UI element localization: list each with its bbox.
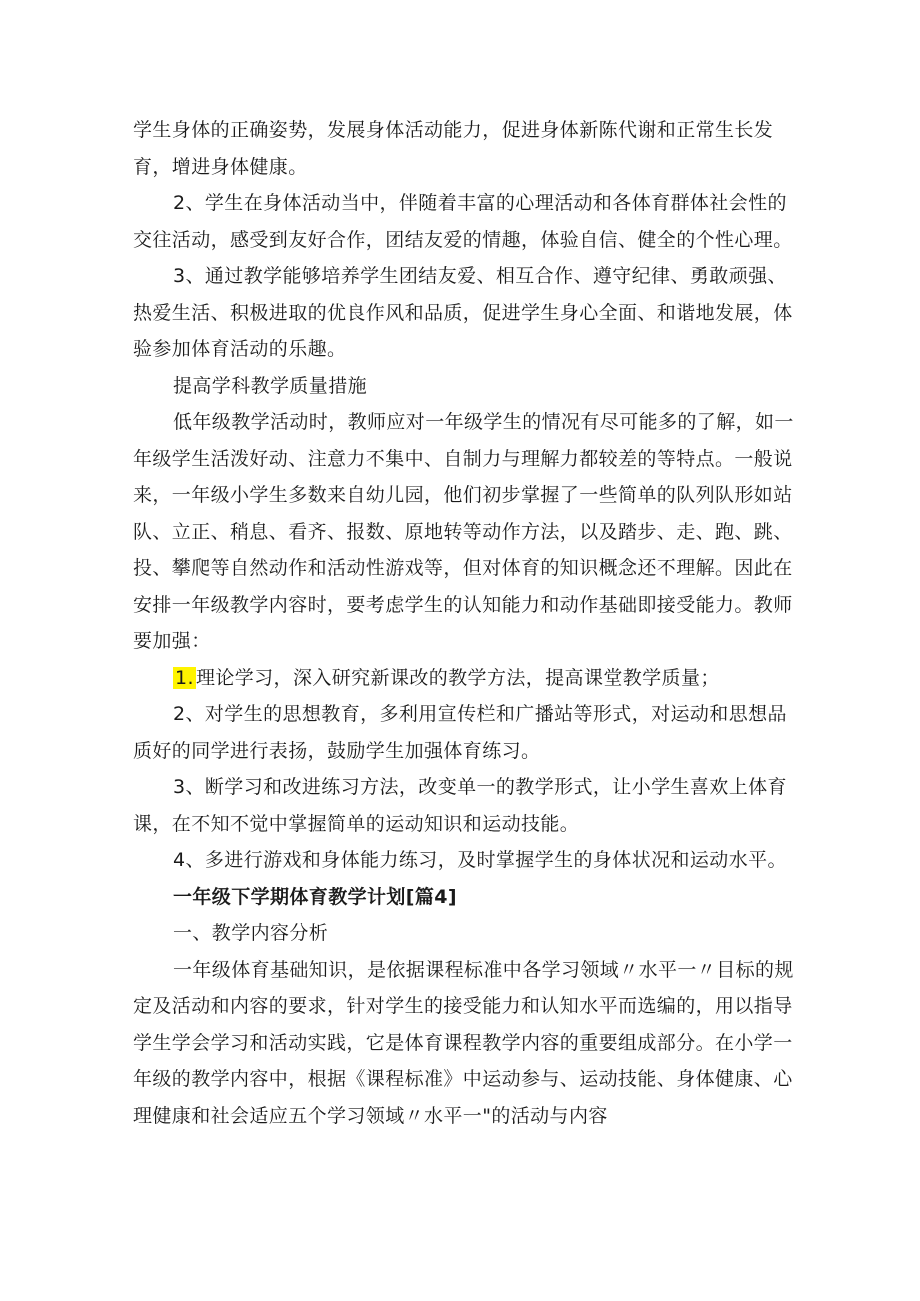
- list-item-measure-3: 3、断学习和改进练习方法，改变单一的教学形式，让小学生喜欢上体育课，在不知不觉中掌握简单的运动知识和运动技能。: [133, 776, 787, 835]
- paragraph-goal-2: 2、学生在身体活动当中，伴随着丰富的心理活动和各体育群体社会性的交往活动，感受到友好合作，团结友爱的情趣，体验自信、健全的个性心理。: [133, 192, 793, 251]
- section-heading-measures: 提高学科教学质量措施: [173, 374, 368, 397]
- paragraph-measures-intro: 低年级教学活动时，教师应对一年级学生的情况有尽可能多的了解，如一年级学生活泼好动、注意力不集中、自制力与理解力都较差的等特点。一般说来，一年级小学生多数来自幼儿园，他们初步掌握了一些简单的队列队形如站队、立正、稍息、看齐、报数、原地转等动作方法，以及踏步、走、跑、跳、投、攀爬等自然动作和活动性游戏等，但对体育的知识概念还不理解。因此在安排一年级教学内容时，要考虑学生的认知能力和动作基础即接受能力。教师要加强：: [133, 411, 794, 652]
- list-item-measure-1: [133, 660, 797, 697]
- highlighted-list-number: 1.: [175, 666, 194, 689]
- paragraph-continued-goal: 学生身体的正确姿势，发展身体活动能力，促进身体新陈代谢和正常生长发育，增进身体健康。: [133, 119, 774, 178]
- paragraph-goal-3: 3、通过教学能够培养学生团结友爱、相互合作、遵守纪律、勇敢顽强、热爱生活、积极进取的优良作风和品质，促进学生身心全面、和谐地发展，体验参加体育活动的乐趣。: [133, 265, 793, 360]
- document-body: [133, 112, 797, 1134]
- subheading-content-analysis: 一、教学内容分析: [173, 922, 329, 944]
- section-title-plan-4: 一年级下学期体育教学计划[篇4]: [173, 885, 457, 908]
- paragraph-content-analysis: 一年级体育基础知识，是依据课程标准中各学习领域〃水平一〃目标的规定及活动和内容的要求，针对学生的接受能力和认知水平而选编的，用以指导学生学会学习和活动实践，它是体育课程教学内容的重要组成部分。在小学一年级的教学内容中，根据《课程标准》中运动参与、运动技能、身体健康、心理健康和社会适应五个学习领域〃水平一"的活动与内容: [133, 958, 794, 1127]
- list-item-measure-2: 2、对学生的思想教育，多利用宣传栏和广播站等形式，对运动和思想品质好的同学进行表扬，鼓励学生加强体育练习。: [133, 703, 787, 762]
- list-item-text: 理论学习，深入研究新课改的教学方法，提高课堂教学质量；: [195, 666, 720, 689]
- list-item-measure-4: 4、多进行游戏和身体能力练习，及时掌握学生的身体状况和运动水平。: [173, 849, 787, 871]
